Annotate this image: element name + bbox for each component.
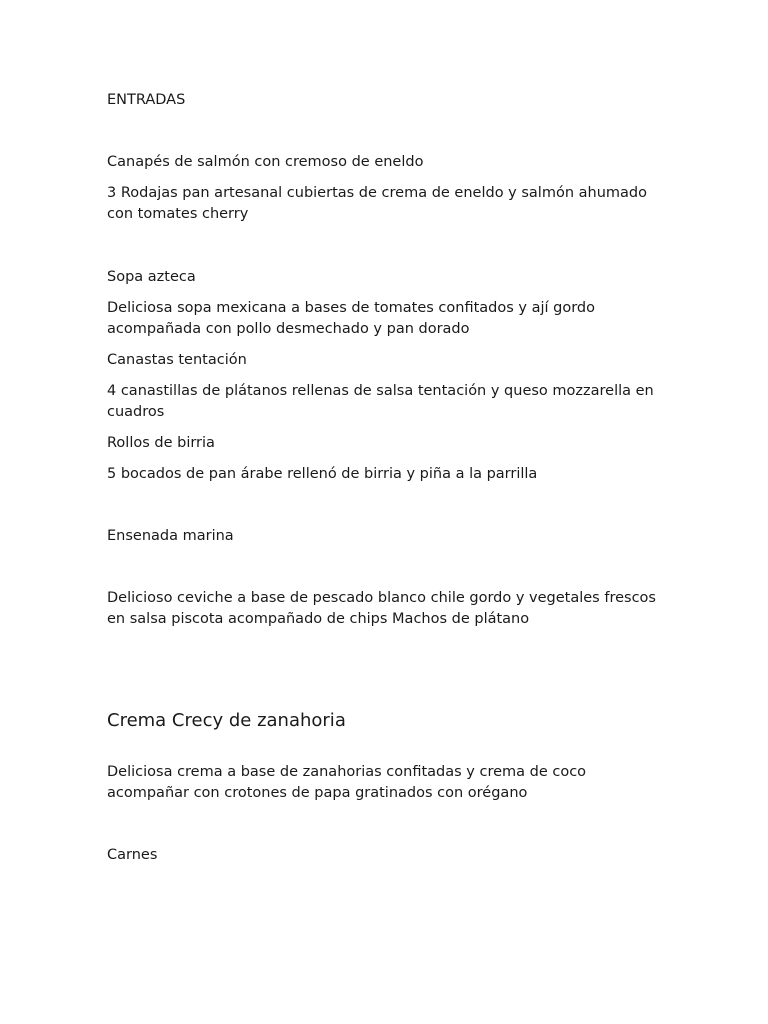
section-title-entradas: ENTRADAS (107, 92, 186, 108)
item-description-sopa-azteca: Deliciosa sopa mexicana a bases de tomates confitados y ají gordo acompañada con pollo desmechado y pan dorado (107, 300, 596, 337)
item-name-crema-crecy: Crema Crecy de zanahoria (107, 710, 346, 731)
item-name-ensenada-marina: Ensenada marina (107, 528, 234, 544)
item-description-ensenada-marina: Delicioso ceviche a base de pescado blanco chile gordo y vegetales frescos en salsa piscota acompañado de chips Machos de plátano (107, 590, 656, 627)
item-description-canapes: 3 Rodajas pan artesanal cubiertas de crema de eneldo y salmón ahumado con tomates cherry (107, 185, 647, 222)
item-name-rollos-de-birria: Rollos de birria (107, 435, 215, 451)
item-description-rollos-de-birria: 5 bocados de pan árabe rellenó de birria y piña a la parrilla (107, 466, 538, 482)
item-name-canastas-tentacion: Canastas tentación (107, 352, 247, 368)
item-description-canastas-tentacion: 4 canastillas de plátanos rellenas de salsa tentación y queso mozzarella en cuadros (107, 383, 654, 420)
item-name-sopa-azteca: Sopa azteca (107, 269, 196, 285)
item-description-crema-crecy: Deliciosa crema a base de zanahorias confitadas y crema de coco acompañar con crotones de papa gratinados con orégano (107, 764, 587, 801)
section-title-carnes: Carnes (107, 847, 158, 863)
item-name-canapes: Canapés de salmón con cremoso de eneldo (107, 154, 424, 170)
